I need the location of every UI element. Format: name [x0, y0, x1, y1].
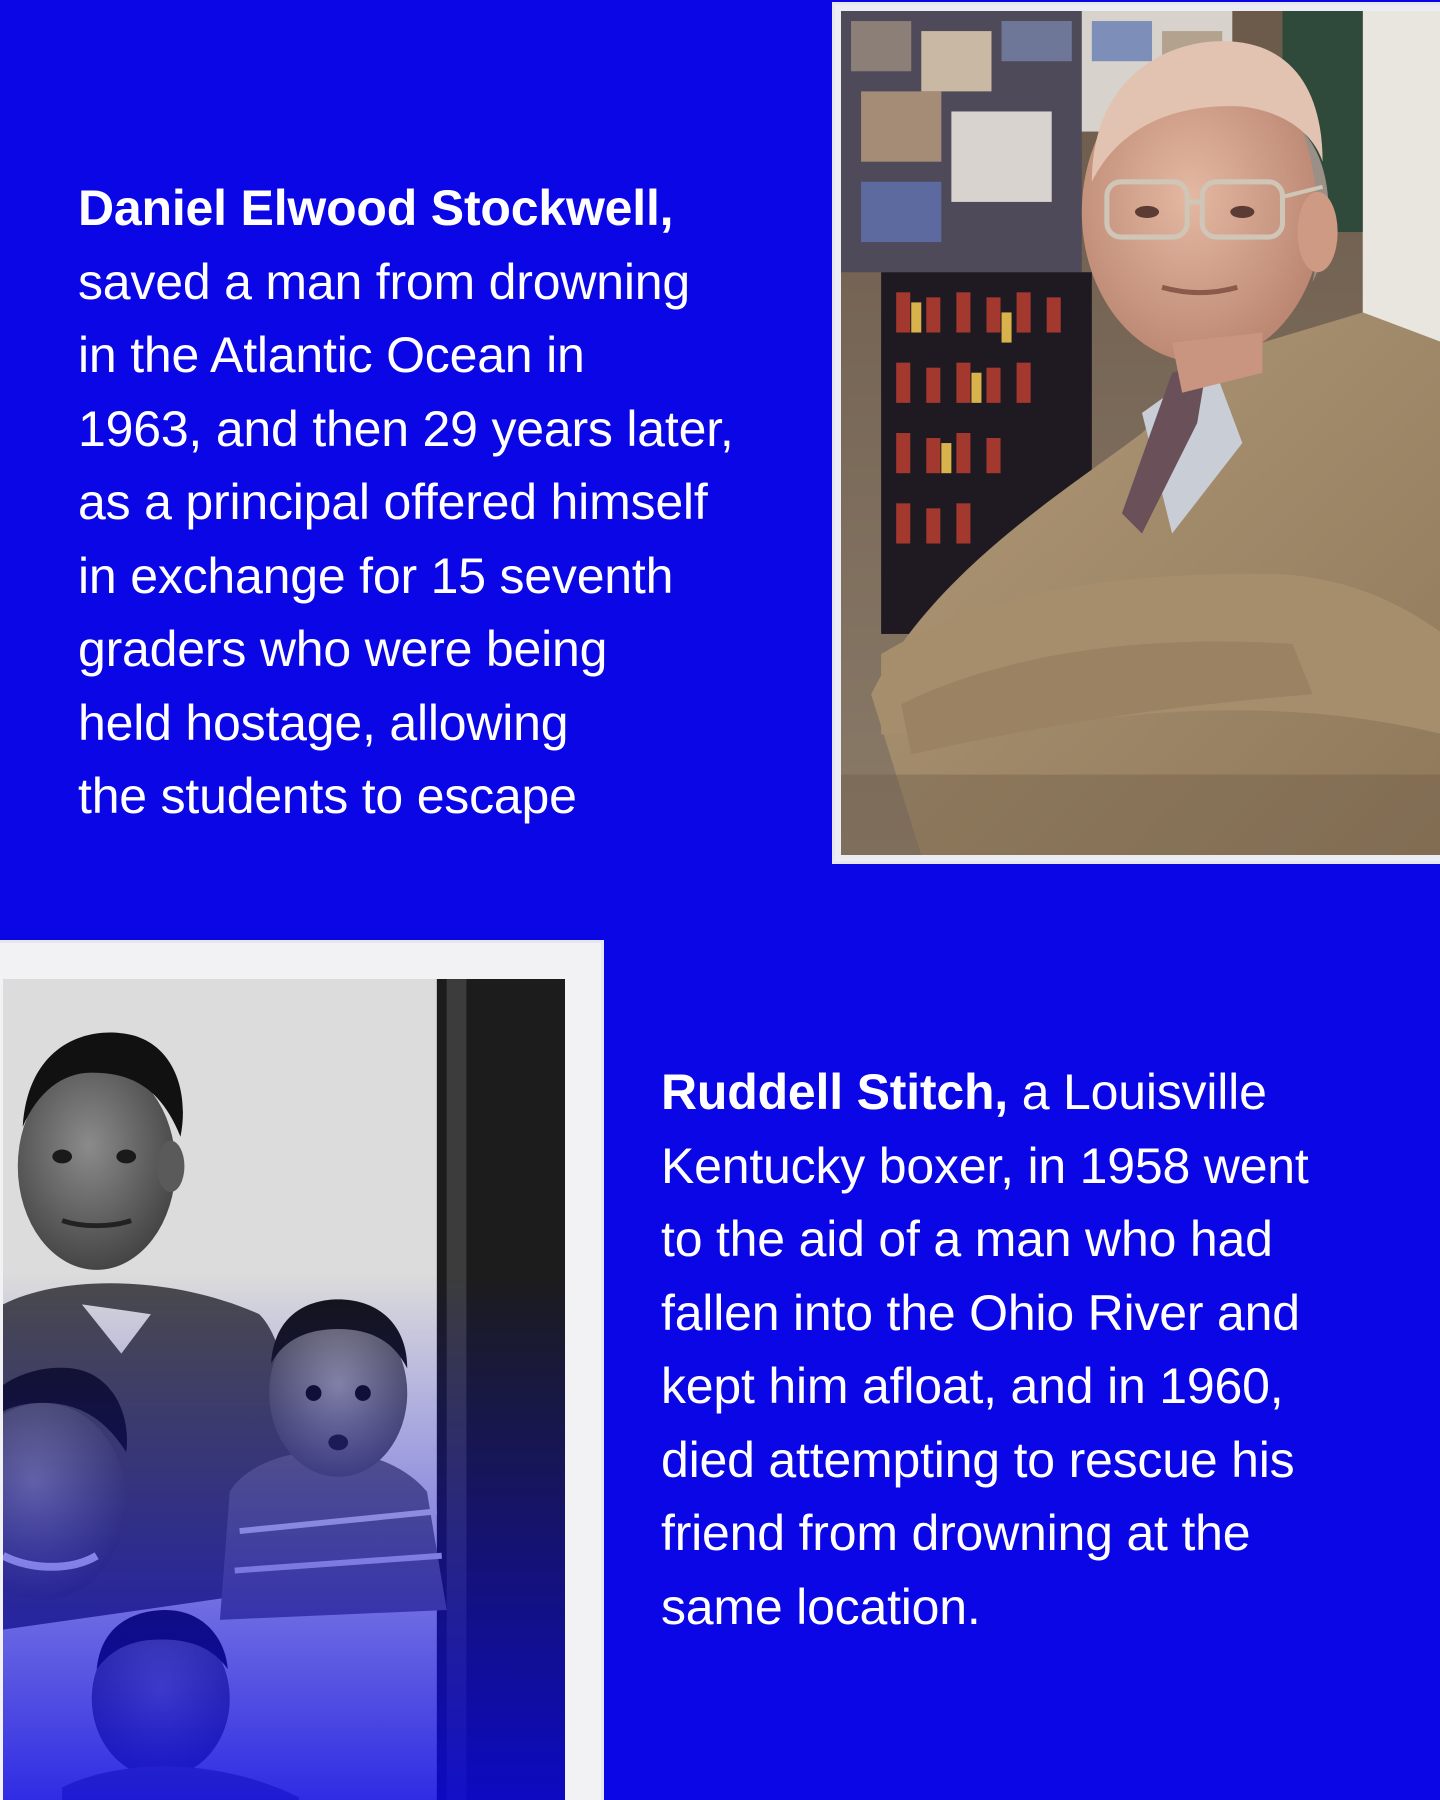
story-stitch-name: Ruddell Stitch, — [661, 1064, 1009, 1120]
story-stockwell-line: 1963, and then 29 years later, — [78, 400, 734, 457]
story-stitch-line: same location. — [661, 1578, 981, 1635]
story-stockwell-line: as a principal offered himself — [78, 474, 708, 530]
story-stockwell-line: the students to escape — [78, 768, 577, 824]
story-stitch-line: kept him afloat, and in 1960, — [661, 1358, 1284, 1414]
photo-frame-stitch — [0, 940, 604, 1800]
story-stitch-line: fallen into the Ohio River and — [661, 1284, 1300, 1341]
story-stitch-line: died attempting to rescue his — [661, 1431, 1295, 1488]
story-stitch-line: to the aid of a man who had — [661, 1211, 1273, 1267]
story-stockwell — [78, 172, 798, 834]
photo-stockwell — [841, 11, 1440, 855]
story-stitch-line: Kentucky boxer, in 1958 went — [661, 1137, 1309, 1194]
story-stitch — [661, 1056, 1401, 1644]
story-stockwell-line: saved a man from drowning — [78, 253, 690, 310]
story-stitch-first-line-rest: a Louisville — [1008, 1064, 1267, 1120]
photo-frame-stockwell — [832, 2, 1440, 864]
story-stockwell-line: in the Atlantic Ocean in — [78, 327, 585, 383]
story-stitch-line: friend from drowning at the — [661, 1505, 1251, 1561]
story-stockwell-line: in exchange for 15 seventh — [78, 547, 674, 604]
story-stockwell-line: held hostage, allowing — [78, 694, 569, 751]
story-stitch-first-line — [661, 1056, 1401, 1130]
story-stockwell-name: Daniel Elwood Stockwell, — [78, 180, 674, 236]
story-stockwell-line: graders who were being — [78, 621, 608, 677]
photo-stitch-family — [3, 979, 565, 1800]
